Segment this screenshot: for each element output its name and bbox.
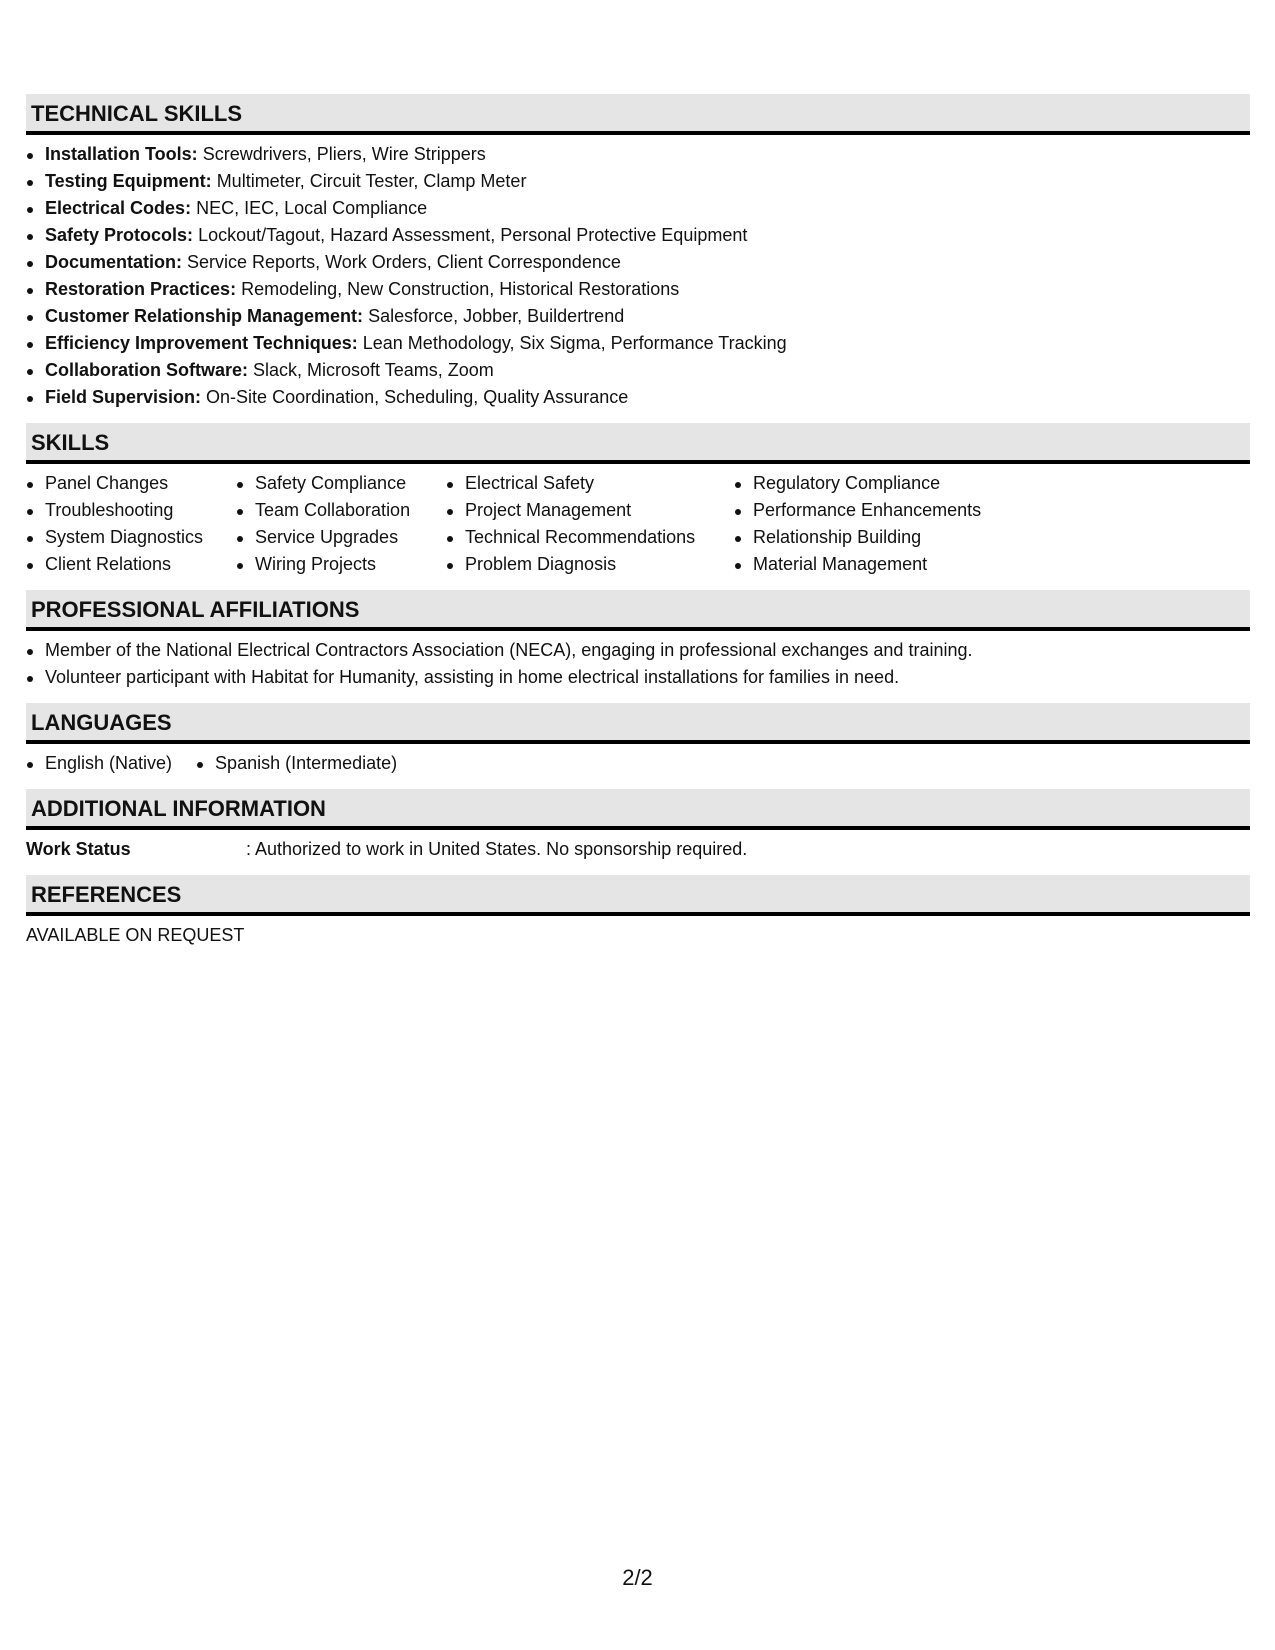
list-item xyxy=(26,168,1250,195)
list-item: Volunteer participant with Habitat for Humanity, assisting in home electrical installations for families in need. xyxy=(26,664,1250,691)
list-item: Regulatory Compliance xyxy=(734,470,1014,497)
skill-value: Service Reports, Work Orders, Client Correspondence xyxy=(187,252,621,272)
skill-label: Electrical Codes: xyxy=(45,198,192,218)
info-key: Work Status xyxy=(26,839,131,859)
resume-page xyxy=(26,94,1250,961)
skill-value: Remodeling, New Construction, Historical Restorations xyxy=(241,279,680,299)
skills-column xyxy=(26,470,212,578)
skill-value: Slack, Microsoft Teams, Zoom xyxy=(253,360,494,380)
skill-value: On-Site Coordination, Scheduling, Quality Assurance xyxy=(206,387,629,407)
list-item: Member of the National Electrical Contractors Association (NECA), engaging in professional exchanges and training. xyxy=(26,637,1250,664)
languages-section xyxy=(26,703,1250,777)
section-header-additional-information: ADDITIONAL INFORMATION xyxy=(26,789,1250,830)
list-item xyxy=(26,357,1250,384)
list-item: English (Native) xyxy=(26,750,172,777)
info-row xyxy=(26,836,1250,863)
list-item: System Diagnostics xyxy=(26,524,212,551)
list-item: Technical Recommendations xyxy=(446,524,710,551)
references-section xyxy=(26,875,1250,949)
list-item xyxy=(26,141,1250,168)
list-item xyxy=(26,276,1250,303)
list-item: Team Collaboration xyxy=(236,497,422,524)
list-item xyxy=(26,330,1250,357)
section-header-affiliations: PROFESSIONAL AFFILIATIONS xyxy=(26,590,1250,631)
skill-value: Lockout/Tagout, Hazard Assessment, Personal Protective Equipment xyxy=(198,225,748,245)
list-item xyxy=(26,384,1250,411)
list-item xyxy=(26,195,1250,222)
list-item: Material Management xyxy=(734,551,1014,578)
list-item: Troubleshooting xyxy=(26,497,212,524)
list-item xyxy=(26,249,1250,276)
references-text: AVAILABLE ON REQUEST xyxy=(26,925,245,945)
list-item: Relationship Building xyxy=(734,524,1014,551)
skill-value: Multimeter, Circuit Tester, Clamp Meter xyxy=(216,171,527,191)
skill-value: NEC, IEC, Local Compliance xyxy=(196,198,428,218)
list-item: Client Relations xyxy=(26,551,212,578)
skill-label: Restoration Practices: xyxy=(45,279,237,299)
technical-skills-section xyxy=(26,94,1250,411)
list-item: Project Management xyxy=(446,497,710,524)
skill-label: Installation Tools: xyxy=(45,144,198,164)
list-item: Safety Compliance xyxy=(236,470,422,497)
technical-skills-list xyxy=(26,141,1250,411)
list-item: Electrical Safety xyxy=(446,470,710,497)
skill-value: Salesforce, Jobber, Buildertrend xyxy=(368,306,625,326)
additional-information-section xyxy=(26,789,1250,863)
list-item: Service Upgrades xyxy=(236,524,422,551)
skill-label: Documentation: xyxy=(45,252,182,272)
section-header-skills: SKILLS xyxy=(26,423,1250,464)
skill-label: Efficiency Improvement Techniques: xyxy=(45,333,358,353)
skill-label: Collaboration Software: xyxy=(45,360,249,380)
skill-value: Screwdrivers, Pliers, Wire Strippers xyxy=(202,144,486,164)
skill-value: Lean Methodology, Six Sigma, Performance Tracking xyxy=(362,333,787,353)
languages-row xyxy=(26,750,1250,777)
languages-list xyxy=(26,750,421,777)
list-item: Performance Enhancements xyxy=(734,497,1014,524)
skill-label: Field Supervision: xyxy=(45,387,202,407)
list-item: Panel Changes xyxy=(26,470,212,497)
skills-column xyxy=(236,470,422,578)
list-item: Problem Diagnosis xyxy=(446,551,710,578)
skill-label: Safety Protocols: xyxy=(45,225,194,245)
list-item xyxy=(26,222,1250,249)
list-item: Spanish (Intermediate) xyxy=(196,750,397,777)
skills-section xyxy=(26,423,1250,578)
affiliations-section xyxy=(26,590,1250,691)
skills-column xyxy=(446,470,710,578)
list-item xyxy=(26,303,1250,330)
skills-column xyxy=(734,470,1014,578)
skill-label: Testing Equipment: xyxy=(45,171,212,191)
affiliations-list xyxy=(26,637,1250,691)
section-header-languages: LANGUAGES xyxy=(26,703,1250,744)
info-value: : Authorized to work in United States. No sponsorship required. xyxy=(246,839,748,859)
section-header-references: REFERENCES xyxy=(26,875,1250,916)
page-number: 2/2 xyxy=(622,1565,653,1590)
skill-label: Customer Relationship Management: xyxy=(45,306,364,326)
list-item: Wiring Projects xyxy=(236,551,422,578)
section-header-technical-skills: TECHNICAL SKILLS xyxy=(26,94,1250,135)
skills-grid xyxy=(26,470,1250,578)
